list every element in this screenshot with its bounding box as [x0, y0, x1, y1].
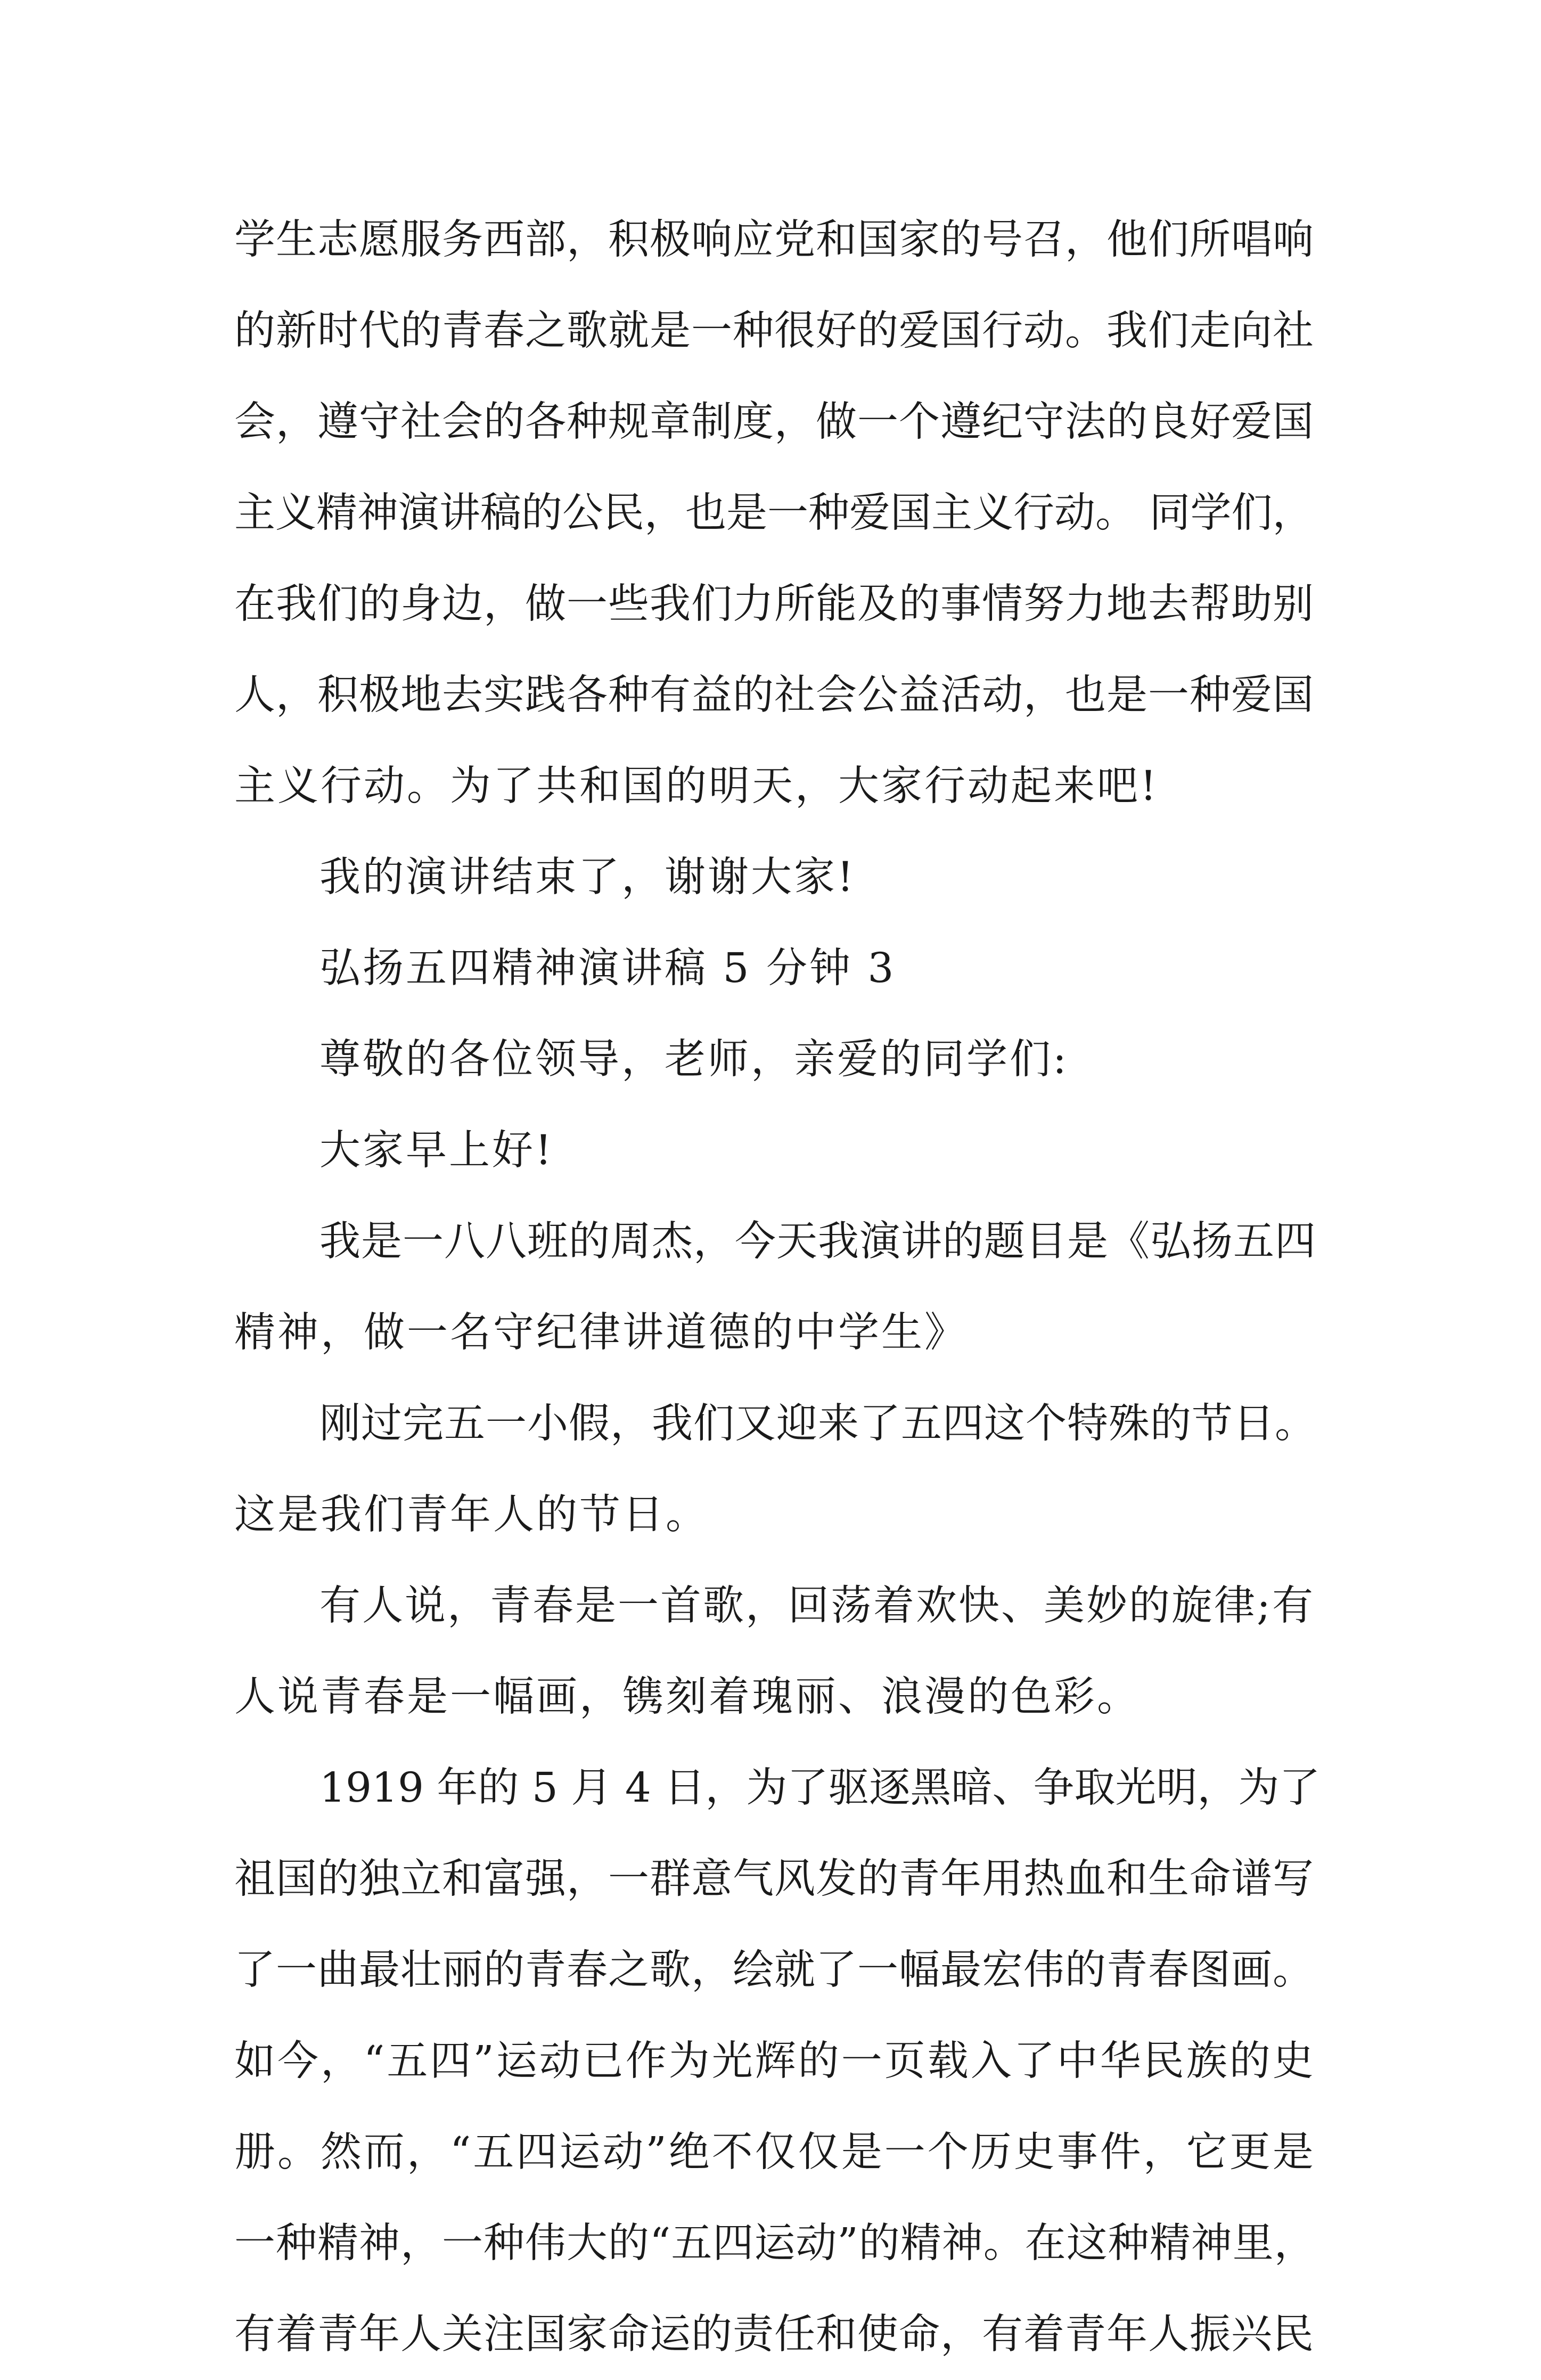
text-line: 的新时代的青春之歌就是一种很好的爱国行动。我们走向社: [234, 307, 1314, 355]
text-line: 主义精神演讲稿的公民，也是一种爱国主义行动。 同学们，: [234, 489, 1314, 537]
text-line: 了一曲最壮丽的青春之歌，绘就了一幅最宏伟的青春图画。: [234, 1946, 1314, 1994]
text-line: 会，遵守社会的各种规章制度，做一个遵纪守法的良好爱国: [234, 398, 1314, 446]
text-line: 大家早上好!: [319, 1127, 554, 1174]
text-line: 有人说，青春是一首歌，回荡着欢快、美妙的旋律;有: [319, 1582, 1315, 1630]
text-line: 1919 年的 5 月 4 日，为了驱逐黑暗、争取光明，为了: [319, 1764, 1321, 1812]
text-line: 学生志愿服务西部，积极响应党和国家的号召，他们所唱响: [234, 216, 1314, 264]
text-line: 册。然而，“五四运动”绝不仅仅是一个历史事件，它更是: [234, 2129, 1316, 2176]
text-line: 一种精神，一种伟大的“五四运动”的精神。在这种精神里，: [234, 2220, 1316, 2267]
text-line: 这是我们青年人的节日。: [234, 1491, 709, 1539]
text-line: 我的演讲结束了，谢谢大家!: [319, 854, 856, 901]
text-line: 精神，做一名守纪律讲道德的中学生》: [234, 1309, 968, 1356]
text-line: 在我们的身边，做一些我们力所能及的事情努力地去帮助别: [234, 580, 1314, 628]
text-line: 刚过完五一小假，我们又迎来了五四这个特殊的节日。: [319, 1400, 1316, 1447]
body-text: [234, 194, 1321, 2380]
text-line: 弘扬五四精神演讲稿 5 分钟 3: [319, 945, 896, 992]
text-line: 人说青春是一幅画，镌刻着瑰丽、浪漫的色彩。: [234, 1673, 1140, 1721]
text-line: 主义行动。为了共和国的明天，大家行动起来吧!: [234, 763, 1159, 810]
text-line: 祖国的独立和富强，一群意气风发的青年用热血和生命谱写: [234, 1855, 1314, 1903]
text-line: 有着青年人关注国家命运的责任和使命，有着青年人振兴民: [234, 2311, 1314, 2358]
text-line: 人，积极地去实践各种有益的社会公益活动，也是一种爱国: [234, 672, 1314, 719]
text-line: 尊敬的各位领导，老师，亲爱的同学们:: [319, 1036, 1069, 1083]
text-line: 如今，“五四”运动已作为光辉的一页载入了中华民族的史: [234, 2038, 1316, 2085]
text-line: 我是一八八班的周杰，今天我演讲的题目是《弘扬五四: [319, 1218, 1316, 1265]
